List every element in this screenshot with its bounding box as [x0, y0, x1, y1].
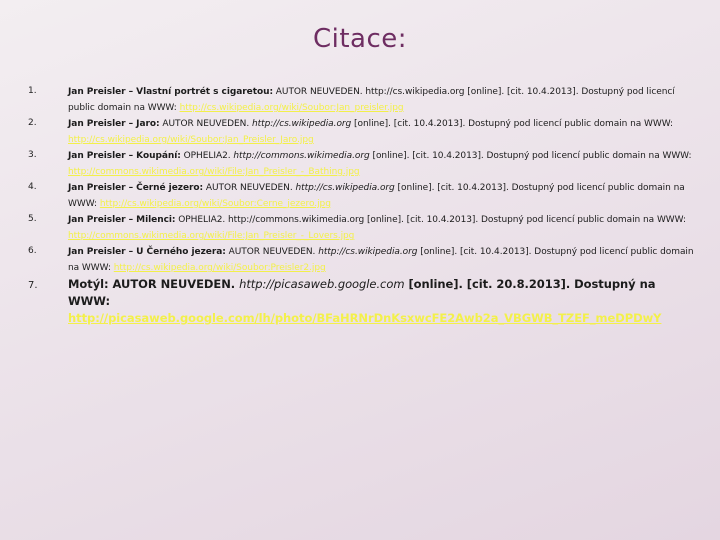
citation-author: Jan Preisler – Koupání: — [68, 151, 181, 161]
citation-link[interactable]: http://commons.wikimedia.org/wiki/File:Jan_Preisler_-_Lovers.jpg — [68, 231, 355, 241]
citation-number: 5. — [28, 214, 37, 224]
citation-link[interactable]: http://picasaweb.google.com/lh/photo/BFaHRNrDnKsxwcFE2Awb2a_VBGWB_TZEF_meDPDwY — [68, 311, 662, 325]
citation-number: 1. — [28, 86, 37, 96]
citation-text — [68, 276, 698, 327]
citation-author: Jan Preisler – Jaro: — [68, 119, 160, 129]
citation-author: Jan Preisler – Milenci: — [68, 215, 176, 225]
citation-author: Jan Preisler – U Černého jezera: — [68, 247, 226, 257]
citation-source: AUTOR NEUVEDEN. http://cs.wikipedia.org [online]. [cit. 10.4.2013]. Dostupný pod licencí public domain na WWW: — [68, 87, 675, 113]
citation-number: 3. — [28, 150, 37, 160]
citation-source-site: http://picasaweb.google.com — [239, 277, 405, 291]
citation-text — [68, 116, 698, 148]
citation-author: Jan Preisler – Černé jezero: — [68, 183, 204, 193]
citation-source: [online]. [cit. 10.4.2013]. Dostupný pod licencí public domain na WWW: — [68, 247, 694, 273]
citation-number: 4. — [28, 182, 37, 192]
citation-text — [68, 84, 698, 116]
citation-link[interactable]: http://commons.wikimedia.org/wiki/File:Jan_Preisler_-_Bathing.jpg — [68, 167, 360, 177]
citation-source-site: http://cs.wikipedia.org — [318, 247, 418, 257]
page-title: Citace: — [312, 24, 408, 54]
citation-source: [online]. [cit. 20.8.2013]. Dostupný na WWW: — [68, 277, 656, 308]
citation-source: AUTOR NEUVEDEN. — [159, 119, 252, 129]
citation-text — [68, 148, 698, 180]
citation-source-site: http://cs.wikipedia.org — [295, 183, 395, 193]
citation-link[interactable]: http://cs.wikipedia.org/wiki/Soubor:Cerne_jezero.jpg — [99, 199, 331, 209]
citation-link[interactable]: http://cs.wikipedia.org/wiki/Soubor:Jan_preisler.jpg — [179, 103, 404, 113]
citation-text — [68, 212, 698, 244]
citation-source: [online]. [cit. 10.4.2013]. Dostupný pod licencí public domain na WWW: — [68, 183, 685, 209]
citation-text — [68, 244, 698, 276]
citation-source-site: http://cs.wikipedia.org — [251, 119, 352, 129]
citation-link[interactable]: http://cs.wikipedia.org/wiki/Soubor:Preisler2.jpg — [113, 263, 326, 273]
citation-number: 2. — [28, 118, 37, 128]
citation-source-site: http://commons.wikimedia.org — [233, 151, 370, 161]
citation-source: OPHELIA2. — [180, 151, 234, 161]
citation-source: OPHELIA2. http://commons.wikimedia.org [online]. [cit. 10.4.2013]. Dostupný pod licencí public domain na WWW: — [175, 215, 686, 225]
citation-text — [68, 180, 698, 212]
citation-author: Jan Preisler – Vlastní portrét s cigaretou: — [68, 87, 273, 97]
citation-number: 6. — [28, 246, 37, 256]
citation-source: [online]. [cit. 10.4.2013]. Dostupný pod licencí public domain na WWW: — [351, 119, 674, 129]
citation-author: Motýl: AUTOR NEUVEDEN. — [68, 277, 236, 291]
citation-link[interactable]: http://cs.wikipedia.org/wiki/Soubor:Jan_Preisler_Jaro.jpg — [68, 135, 314, 145]
citation-number: 7. — [28, 280, 38, 291]
citation-source: AUTOR NEUVEDEN. — [225, 247, 319, 257]
citation-source: AUTOR NEUVEDEN. — [203, 183, 296, 193]
citation-source: [online]. [cit. 10.4.2013]. Dostupný pod licencí public domain na WWW: — [369, 151, 692, 161]
